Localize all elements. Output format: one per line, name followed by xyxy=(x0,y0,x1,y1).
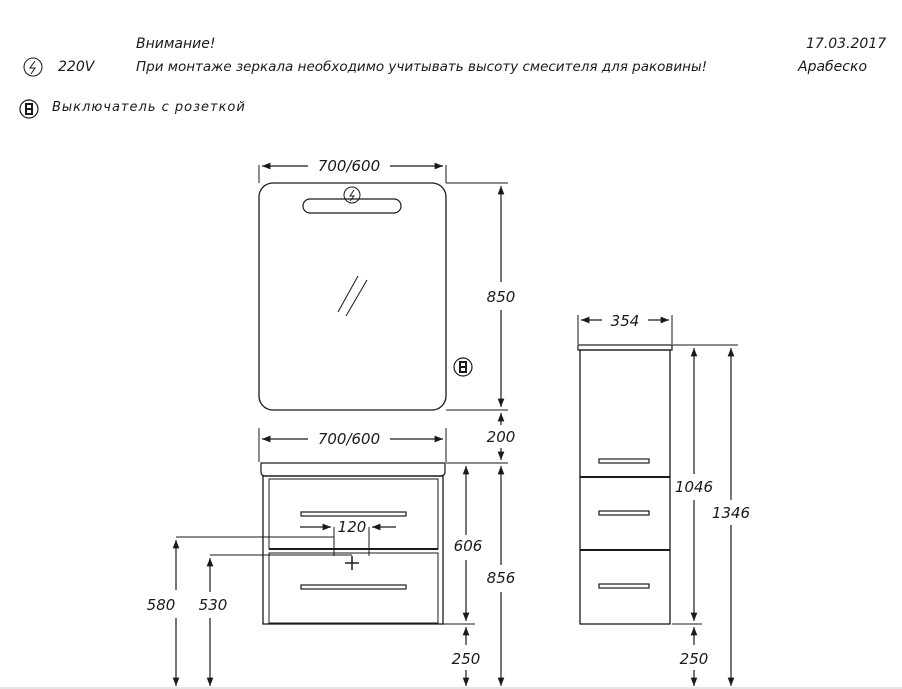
switch-socket-icon xyxy=(454,358,472,376)
drain-height-label: 530 xyxy=(198,596,228,614)
vanity-width-label: 700/600 xyxy=(317,430,381,448)
voltage-label: 220V xyxy=(58,59,95,75)
mirror-cabinet xyxy=(259,183,472,410)
column-top-height-label: 1346 xyxy=(711,504,751,522)
column-floor-gap-label: 250 xyxy=(679,650,709,668)
product-name: Арабеско xyxy=(798,59,868,75)
column-height-label: 1046 xyxy=(674,478,714,496)
warning-text: При монтаже зеркала необходимо учитывать высоту смесителя для раковины! xyxy=(136,59,708,75)
tall-column-cabinet xyxy=(578,345,672,624)
switch-socket-icon xyxy=(20,100,38,118)
gap-label: 200 xyxy=(486,428,516,446)
lightning-circle-icon xyxy=(24,58,42,76)
vanity-height-label: 606 xyxy=(453,537,483,555)
vanity-floor-gap-label: 250 xyxy=(451,650,481,668)
vanity-top-height-label: 856 xyxy=(486,569,516,587)
mirror-width-label: 700/600 xyxy=(317,157,381,175)
vanity-unit xyxy=(261,463,445,624)
mirror-height-label: 850 xyxy=(486,288,516,306)
switch-label: Выключатель с розеткой xyxy=(52,100,246,115)
date-label: 17.03.2017 xyxy=(806,36,887,52)
column-width-label: 354 xyxy=(610,312,640,330)
warning-title: Внимание! xyxy=(136,36,216,52)
faucet-height-label: 580 xyxy=(146,596,176,614)
faucet-spacing-label: 120 xyxy=(337,518,367,536)
